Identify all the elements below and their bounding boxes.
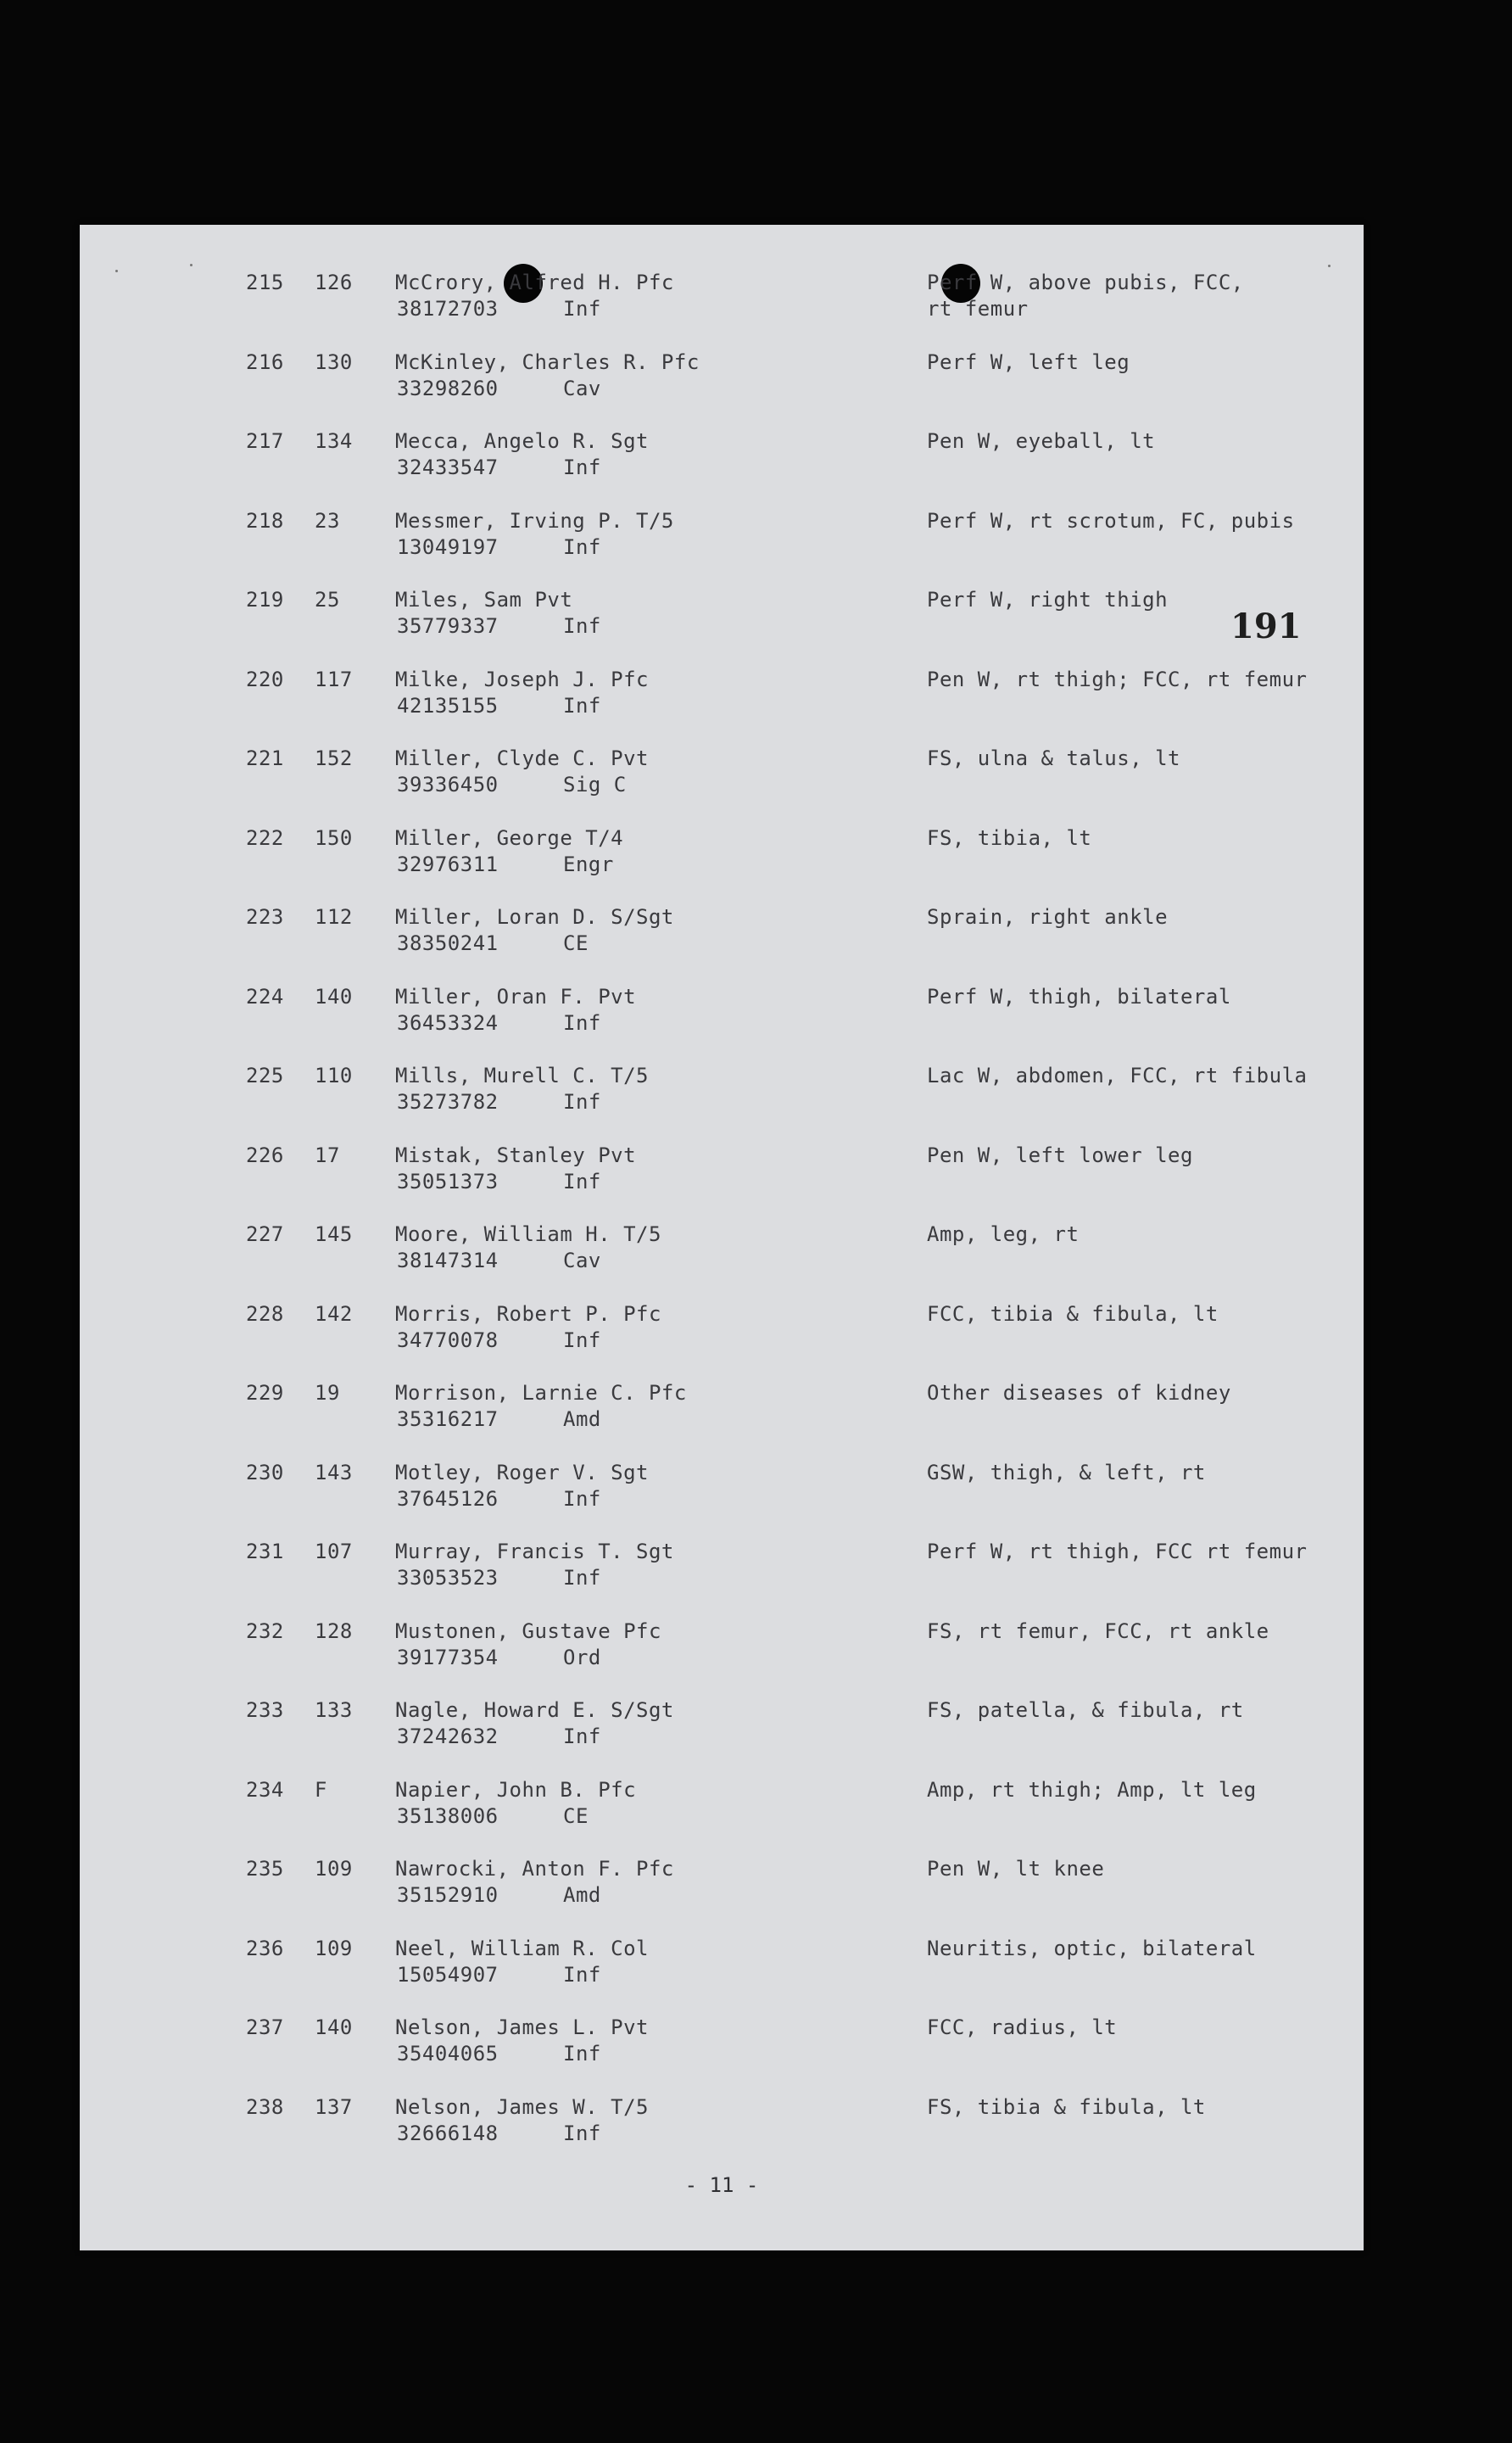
diagnosis: FCC, tibia & fibula, lt xyxy=(927,1301,1219,1326)
diagnosis: Pen W, eyeball, lt xyxy=(927,429,1156,453)
serial-number: 32433547 xyxy=(397,456,499,479)
sequence-number: 220 xyxy=(246,667,284,691)
unit-code: 25 xyxy=(315,588,340,612)
soldier-name: Miller, George T/4 xyxy=(395,825,624,850)
record-row xyxy=(80,2014,1364,2068)
soldier-name: Messmer, Irving P. T/5 xyxy=(395,508,674,533)
sequence-number: 237 xyxy=(246,2015,284,2039)
service-branch: Cav xyxy=(563,1249,601,1272)
sequence-number: 234 xyxy=(246,1777,284,1802)
record-row xyxy=(80,2094,1364,2148)
service-branch: Inf xyxy=(563,693,601,718)
diagnosis: Perf W, left leg xyxy=(927,349,1130,374)
record-row xyxy=(80,1379,1364,1434)
serial-number: 15054907 xyxy=(397,1962,499,1987)
serial-number: 32666148 xyxy=(397,2121,499,2145)
diagnosis: Perf W, rt thigh, FCC rt femur xyxy=(927,1540,1308,1563)
serial-number: 42135155 xyxy=(397,693,499,718)
record-row xyxy=(80,745,1364,799)
record-row xyxy=(80,1776,1364,1831)
unit-code: 152 xyxy=(315,746,353,770)
unit-code: 133 xyxy=(315,1698,353,1722)
sequence-number: 227 xyxy=(246,1222,284,1246)
unit-code: 110 xyxy=(315,1064,353,1087)
serial-number: 36453324 xyxy=(397,1010,499,1035)
soldier-name: Neel, William R. Col xyxy=(395,1936,649,1960)
sequence-number: 225 xyxy=(246,1064,284,1087)
record-row xyxy=(80,349,1364,403)
sequence-number: 219 xyxy=(246,588,284,612)
service-branch: Inf xyxy=(563,1090,601,1114)
sequence-number: 221 xyxy=(246,746,284,770)
soldier-name: Moore, William H. T/5 xyxy=(395,1222,661,1246)
sequence-number: 236 xyxy=(246,1936,284,1960)
record-row xyxy=(80,1142,1364,1196)
unit-code: 137 xyxy=(315,2094,353,2119)
diagnosis: FS, ulna & talus, lt xyxy=(927,746,1180,770)
document-page xyxy=(80,225,1364,2250)
diagnosis: Perf W, rt scrotum, FC, pubis xyxy=(927,508,1295,533)
soldier-name: Miller, Oran F. Pvt xyxy=(395,984,637,1009)
serial-number: 38350241 xyxy=(397,931,499,955)
sequence-number: 235 xyxy=(246,1857,284,1881)
sequence-number: 216 xyxy=(246,349,284,374)
record-row xyxy=(80,1300,1364,1355)
serial-number: 33053523 xyxy=(397,1566,499,1590)
soldier-name: Miller, Loran D. S/Sgt xyxy=(395,905,674,929)
diagnosis: Perf W, thigh, bilateral xyxy=(927,984,1231,1009)
service-branch: Amd xyxy=(563,1407,601,1431)
soldier-name: Miller, Clyde C. Pvt xyxy=(395,746,649,770)
service-branch: CE xyxy=(563,1803,589,1828)
dust-speck xyxy=(190,264,192,266)
serial-number: 38172703 xyxy=(397,297,499,321)
unit-code: F xyxy=(315,1777,327,1802)
unit-code: 117 xyxy=(315,667,353,691)
diagnosis: FS, rt femur, FCC, rt ankle xyxy=(927,1618,1269,1643)
soldier-name: Mills, Murell C. T/5 xyxy=(395,1064,649,1087)
sequence-number: 223 xyxy=(246,905,284,929)
serial-number: 35779337 xyxy=(397,614,499,638)
soldier-name: Milke, Joseph J. Pfc xyxy=(395,667,649,691)
soldier-name: Nelson, James W. T/5 xyxy=(395,2094,649,2119)
service-branch: Inf xyxy=(563,1010,601,1035)
soldier-name: Mustonen, Gustave Pfc xyxy=(395,1618,661,1643)
unit-code: 107 xyxy=(315,1540,353,1563)
service-branch: Sig C xyxy=(563,773,627,797)
record-row xyxy=(80,1697,1364,1751)
soldier-name: Nelson, James L. Pvt xyxy=(395,2015,649,2039)
sequence-number: 218 xyxy=(246,508,284,533)
page-footer: - 11 - xyxy=(684,2173,759,2197)
service-branch: Inf xyxy=(563,1725,601,1748)
serial-number: 13049197 xyxy=(397,534,499,559)
sequence-number: 232 xyxy=(246,1618,284,1643)
unit-code: 19 xyxy=(315,1381,340,1405)
service-branch: Inf xyxy=(563,2121,601,2145)
unit-code: 112 xyxy=(315,905,353,929)
serial-number: 39177354 xyxy=(397,1645,499,1669)
serial-number: 32976311 xyxy=(397,852,499,876)
record-row xyxy=(80,1062,1364,1116)
unit-code: 130 xyxy=(315,349,353,374)
unit-code: 134 xyxy=(315,429,353,453)
record-row xyxy=(80,903,1364,958)
service-branch: Ord xyxy=(563,1645,601,1669)
soldier-name: Morrison, Larnie C. Pfc xyxy=(395,1381,687,1405)
soldier-name: Murray, Francis T. Sgt xyxy=(395,1540,674,1563)
sequence-number: 238 xyxy=(246,2094,284,2119)
service-branch: Engr xyxy=(563,852,614,876)
soldier-name: Mistak, Stanley Pvt xyxy=(395,1143,637,1167)
serial-number: 33298260 xyxy=(397,376,499,400)
record-row xyxy=(80,666,1364,720)
diagnosis: Sprain, right ankle xyxy=(927,905,1169,929)
diagnosis: Neuritis, optic, bilateral xyxy=(927,1936,1257,1960)
sequence-number: 217 xyxy=(246,429,284,453)
soldier-name: McCrory, Alfred H. Pfc xyxy=(395,271,674,294)
sequence-number: 229 xyxy=(246,1381,284,1405)
soldier-name: Morris, Robert P. Pfc xyxy=(395,1301,661,1326)
soldier-name: Mecca, Angelo R. Sgt xyxy=(395,429,649,453)
serial-number: 35152910 xyxy=(397,1883,499,1907)
service-branch: CE xyxy=(563,931,589,955)
record-row xyxy=(80,1935,1364,1989)
unit-code: 143 xyxy=(315,1460,353,1484)
service-branch: Inf xyxy=(563,1962,601,1987)
record-row xyxy=(80,825,1364,879)
diagnosis: Amp, leg, rt xyxy=(927,1222,1080,1246)
service-branch: Inf xyxy=(563,456,601,479)
unit-code: 140 xyxy=(315,984,353,1009)
dust-speck xyxy=(115,270,118,272)
service-branch: Cav xyxy=(563,376,601,400)
service-branch: Inf xyxy=(563,1169,601,1194)
diagnosis: Pen W, lt knee xyxy=(927,1857,1105,1881)
soldier-name: Nagle, Howard E. S/Sgt xyxy=(395,1698,674,1722)
record-row xyxy=(80,428,1364,482)
unit-code: 109 xyxy=(315,1857,353,1881)
soldier-name: Motley, Roger V. Sgt xyxy=(395,1460,649,1484)
diagnosis: Pen W, left lower leg xyxy=(927,1143,1193,1167)
unit-code: 142 xyxy=(315,1301,353,1326)
record-row xyxy=(80,1538,1364,1592)
sequence-number: 215 xyxy=(246,271,284,294)
sequence-number: 231 xyxy=(246,1540,284,1563)
record-row xyxy=(80,269,1364,323)
diagnosis: GSW, thigh, & left, rt xyxy=(927,1460,1206,1484)
service-branch: Inf xyxy=(563,534,601,559)
service-branch: Inf xyxy=(563,1566,601,1590)
dust-speck xyxy=(1328,265,1331,267)
sequence-number: 230 xyxy=(246,1460,284,1484)
unit-code: 109 xyxy=(315,1936,353,1960)
serial-number: 37645126 xyxy=(397,1486,499,1511)
record-row xyxy=(80,1618,1364,1672)
sequence-number: 228 xyxy=(246,1301,284,1326)
service-branch: Amd xyxy=(563,1883,601,1907)
soldier-name: McKinley, Charles R. Pfc xyxy=(395,349,700,374)
serial-number: 35404065 xyxy=(397,2042,499,2066)
record-row xyxy=(80,1459,1364,1513)
diagnosis: FS, tibia, lt xyxy=(927,825,1092,850)
page-number-stamp: 191 xyxy=(1230,607,1302,646)
diagnosis: Lac W, abdomen, FCC, rt fibula xyxy=(927,1064,1308,1087)
unit-code: 23 xyxy=(315,508,340,533)
record-row xyxy=(80,1221,1364,1275)
unit-code: 140 xyxy=(315,2015,353,2039)
diagnosis: Other diseases of kidney xyxy=(927,1381,1231,1405)
sequence-number: 224 xyxy=(246,984,284,1009)
serial-number: 35138006 xyxy=(397,1803,499,1828)
diagnosis: FS, tibia & fibula, lt xyxy=(927,2094,1206,2119)
unit-code: 150 xyxy=(315,825,353,850)
diagnosis: FCC, radius, lt xyxy=(927,2015,1118,2039)
record-row xyxy=(80,507,1364,562)
service-branch: Inf xyxy=(563,614,601,638)
unit-code: 128 xyxy=(315,1618,353,1643)
serial-number: 35051373 xyxy=(397,1169,499,1194)
diagnosis: Perf W, right thigh xyxy=(927,588,1169,612)
soldier-name: Nawrocki, Anton F. Pfc xyxy=(395,1857,674,1881)
record-row xyxy=(80,1855,1364,1909)
sequence-number: 233 xyxy=(246,1698,284,1722)
unit-code: 145 xyxy=(315,1222,353,1246)
service-branch: Inf xyxy=(563,1486,601,1511)
diagnosis-continued: rt femur xyxy=(927,297,1029,321)
unit-code: 126 xyxy=(315,271,353,294)
diagnosis: Perf W, above pubis, FCC, xyxy=(927,271,1244,294)
unit-code: 17 xyxy=(315,1143,340,1167)
serial-number: 38147314 xyxy=(397,1249,499,1272)
record-row xyxy=(80,586,1364,640)
diagnosis: FS, patella, & fibula, rt xyxy=(927,1698,1244,1722)
serial-number: 34770078 xyxy=(397,1328,499,1352)
record-row xyxy=(80,983,1364,1037)
serial-number: 35316217 xyxy=(397,1407,499,1431)
service-branch: Inf xyxy=(563,297,601,321)
serial-number: 35273782 xyxy=(397,1090,499,1114)
service-branch: Inf xyxy=(563,1328,601,1352)
diagnosis: Pen W, rt thigh; FCC, rt femur xyxy=(927,667,1308,691)
diagnosis: Amp, rt thigh; Amp, lt leg xyxy=(927,1777,1257,1802)
sequence-number: 226 xyxy=(246,1143,284,1167)
soldier-name: Miles, Sam Pvt xyxy=(395,588,573,612)
sequence-number: 222 xyxy=(246,825,284,850)
serial-number: 37242632 xyxy=(397,1725,499,1748)
service-branch: Inf xyxy=(563,2042,601,2066)
serial-number: 39336450 xyxy=(397,773,499,797)
soldier-name: Napier, John B. Pfc xyxy=(395,1777,637,1802)
